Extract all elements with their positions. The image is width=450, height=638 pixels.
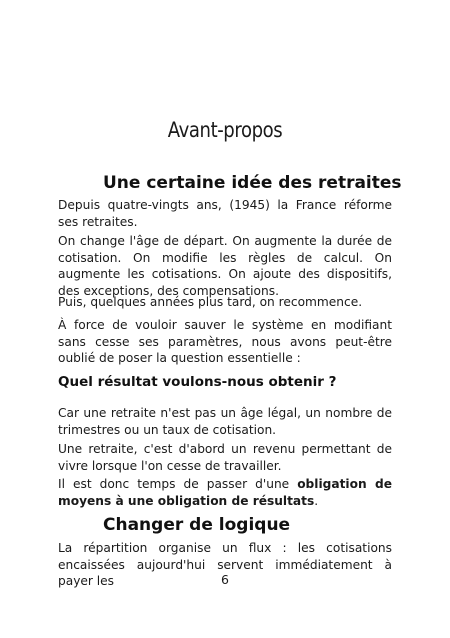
paragraph-6: Une retraite, c'est d'abord un revenu permettant de vivre lorsque l'on cesse de travailler. bbox=[58, 442, 392, 473]
paragraph-8: La répartition organise un flux : les cotisations encaissées aujourd'hui servent immédiatement à payer les bbox=[58, 541, 392, 588]
section-heading-retraites: Une certaine idée des retraites bbox=[103, 173, 402, 193]
paragraph-5: Car une retraite n'est pas un âge légal, un nombre de trimestres ou un taux de cotisation. bbox=[58, 406, 392, 437]
paragraph-3: Puis, quelques années plus tard, on recommence. bbox=[58, 295, 363, 309]
paragraph-2: On change l'âge de départ. On augmente la durée de cotisation. On modifie les règles de calcul. On augmente les cotisations. On ajoute des dispositifs, des exceptions, des compensations. bbox=[58, 234, 392, 298]
paragraph-7 bbox=[58, 476, 392, 509]
paragraph-7-end: . bbox=[314, 493, 319, 508]
page-title: Avant-propos bbox=[167, 118, 283, 142]
paragraph-7-intro: Il est donc temps de passer d'une bbox=[58, 477, 298, 491]
paragraph-1: Depuis quatre-vingts ans, (1945) la France réforme ses retraites. bbox=[58, 198, 392, 229]
paragraph-7-emphasis: obligation de moyens à une obligation de résultats bbox=[58, 477, 393, 508]
question-heading: Quel résultat voulons-nous obtenir ? bbox=[58, 374, 337, 390]
section-heading-logique: Changer de logique bbox=[103, 515, 291, 535]
paragraph-4: À force de vouloir sauver le système en modifiant sans cesse ses paramètres, nous avons peut-être oublié de poser la question essentielle : bbox=[58, 318, 392, 365]
page-number: 6 bbox=[221, 572, 229, 587]
